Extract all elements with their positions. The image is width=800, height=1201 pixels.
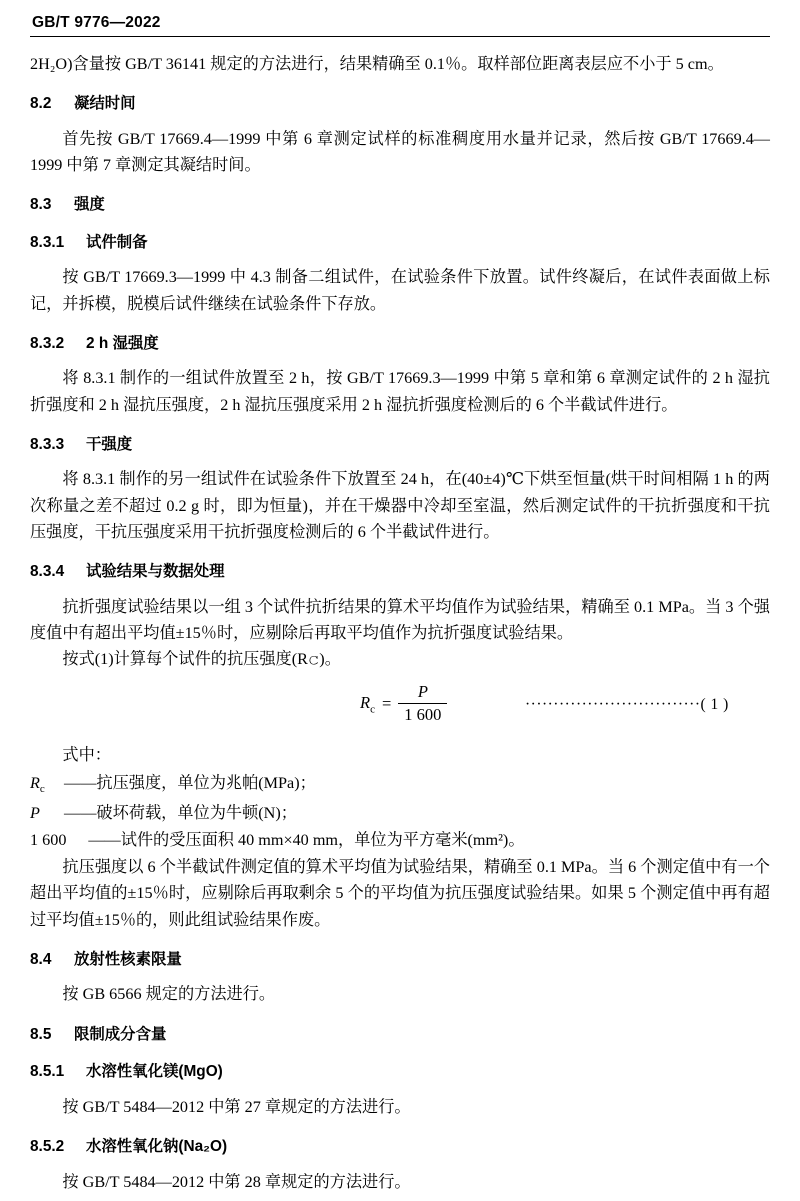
heading-8-5-1-title: 水溶性氧化镁(MgO) [86, 1063, 223, 1081]
heading-8-3-title: 强度 [74, 196, 105, 214]
heading-8-3-3 [30, 434, 770, 456]
heading-8-3-1-title: 试件制备 [86, 233, 148, 251]
legend-symbol-1: P [30, 803, 40, 822]
legend-symbol-2: 1 600 [30, 830, 67, 849]
legend-symbol-0: $R_c$ [30, 773, 45, 795]
heading-8-2-title: 凝结时间 [74, 95, 136, 113]
heading-8-3 [30, 194, 770, 216]
heading-8-3-4 [30, 561, 770, 583]
legend-item-2 [30, 827, 770, 853]
heading-8-5-1-number: 8.5.1 [30, 1063, 65, 1081]
heading-8-4-title: 放射性核素限量 [74, 950, 182, 968]
paragraph-8-3-1-1: 按 GB/T 17669.3—1999 中 4.3 制备二组试件，在试验条件下放置。试件终凝后，在试件表面做上标记，并拆模，脱模后试件继续在试验条件下存放。 [30, 268, 770, 313]
paragraph-8-3-2-1: 将 8.3.1 制作的一组试件放置至 2 h，按 GB/T 17669.3—1999 中第 5 章和第 6 章测定试件的 2 h 湿抗折强度和 2 h 湿抗压强度，2 h 湿抗压强度采用 2 h 湿抗折强度检测后的 6 个半截试件进行。 [30, 369, 770, 414]
heading-8-2 [30, 93, 770, 115]
legend-text-2: 试件的受压面积 40 mm×40 mm，单位为平方毫米(mm²)。 [120, 830, 525, 849]
heading-8-3-1-number: 8.3.1 [30, 233, 65, 251]
heading-8-5-2-number: 8.5.2 [30, 1138, 65, 1156]
heading-8-3-3-number: 8.3.3 [30, 435, 65, 453]
heading-8-3-1 [30, 232, 770, 254]
legend-item-1 [30, 800, 770, 826]
paragraph-after-formula: 抗压强度以 6 个半截试件测定值的算术平均值为试验结果，精确至 0.1 MPa。当 6 个测定值中有一个超出平均值的±15％时，应剔除后再取剩余 5 个的平均值为抗压强度试验结果。如果 5 个测定值中再有超过平均值±15％的，则此组试验结果作废。 [30, 858, 770, 929]
heading-8-2-number: 8.2 [30, 95, 52, 113]
formula-fraction [398, 682, 447, 725]
heading-8-5-number: 8.5 [30, 1025, 52, 1043]
formula-leader-dots: ······························· [525, 696, 701, 714]
legend-label: 式中： [62, 746, 111, 765]
paragraph-8-3-4-2: 按式(1)计算每个试件的抗压强度(R𝚌)。 [62, 650, 341, 669]
paragraph-8-3-3-1: 将 8.3.1 制作的另一组试件在试验条件下放置至 24 h，在(40±4)℃下烘至恒量(烘干时间相隔 1 h 的两次称量之差不超过 0.2 g 时，即为恒量)，并在干燥器中冷却至室温，然后测定试件的干抗折强度和干抗压强度，干抗压强度采用干抗折强度检测后的 6 个半截试件进行。 [30, 470, 770, 541]
heading-8-5-1 [30, 1061, 770, 1083]
heading-8-4-number: 8.4 [30, 950, 52, 968]
paragraph-8-5-1-1: 按 GB/T 5484—2012 中第 27 章规定的方法进行。 [62, 1097, 411, 1116]
legend-dash-1: —— [64, 803, 97, 822]
heading-8-3-4-number: 8.3.4 [30, 563, 65, 581]
formula-1 [360, 682, 447, 725]
formula-number: ( 1 ) [700, 696, 729, 714]
paragraph-continued-top: 2H₂O)含量按 GB/T 36141 规定的方法进行，结果精确至 0.1％。取样部位距离表层应不小于 5 cm。 [30, 55, 724, 73]
heading-8-5 [30, 1024, 770, 1046]
formula-equals: = [381, 693, 392, 713]
heading-8-3-2-number: 8.3.2 [30, 334, 65, 352]
formula-denominator: 1 600 [404, 705, 442, 725]
legend-dash-2: —— [88, 830, 121, 849]
paragraph-8-2-1: 首先按 GB/T 17669.4—1999 中第 6 章测定试样的标准稠度用水量并记录，然后按 GB/T 17669.4—1999 中第 7 章测定其凝结时间。 [30, 129, 770, 175]
formula-numerator: P [398, 682, 447, 704]
heading-8-5-title: 限制成分含量 [74, 1025, 167, 1043]
paragraph-8-4-1: 按 GB 6566 规定的方法进行。 [62, 985, 276, 1004]
heading-8-5-2-title: 水溶性氧化钠(Na₂O) [86, 1138, 228, 1156]
page-header-standard-code: GB/T 9776—2022 [32, 14, 161, 31]
legend-text-0: 抗压强度，单位为兆帕(MPa)； [96, 773, 316, 792]
paragraph-8-5-2-1: 按 GB/T 5484—2012 中第 28 章规定的方法进行。 [62, 1172, 411, 1191]
heading-8-3-2 [30, 333, 770, 355]
heading-8-3-4-title: 试验结果与数据处理 [86, 563, 225, 581]
formula-1-block [30, 682, 770, 734]
legend-dash-0: —— [64, 773, 97, 792]
heading-8-3-2-title: 2 h 湿强度 [86, 334, 159, 352]
header-divider [30, 36, 770, 37]
legend-text-1: 破坏荷载，单位为牛顿(N)； [96, 803, 297, 822]
formula-lhs: $R_c$ [360, 692, 375, 715]
formula-leader-and-number [525, 696, 729, 714]
heading-8-5-2 [30, 1136, 770, 1158]
heading-8-4 [30, 949, 770, 971]
legend-item-0 [30, 770, 770, 799]
heading-8-3-3-title: 干强度 [86, 435, 133, 453]
paragraph-8-3-4-1: 抗折强度试验结果以一组 3 个试件抗折结果的算术平均值作为试验结果，精确至 0.1 MPa。当 3 个强度值中有超出平均值±15％时，应剔除后再取平均值作为抗折强度试验结果。 [30, 597, 770, 642]
formula-legend [30, 742, 770, 853]
heading-8-3-number: 8.3 [30, 196, 52, 214]
